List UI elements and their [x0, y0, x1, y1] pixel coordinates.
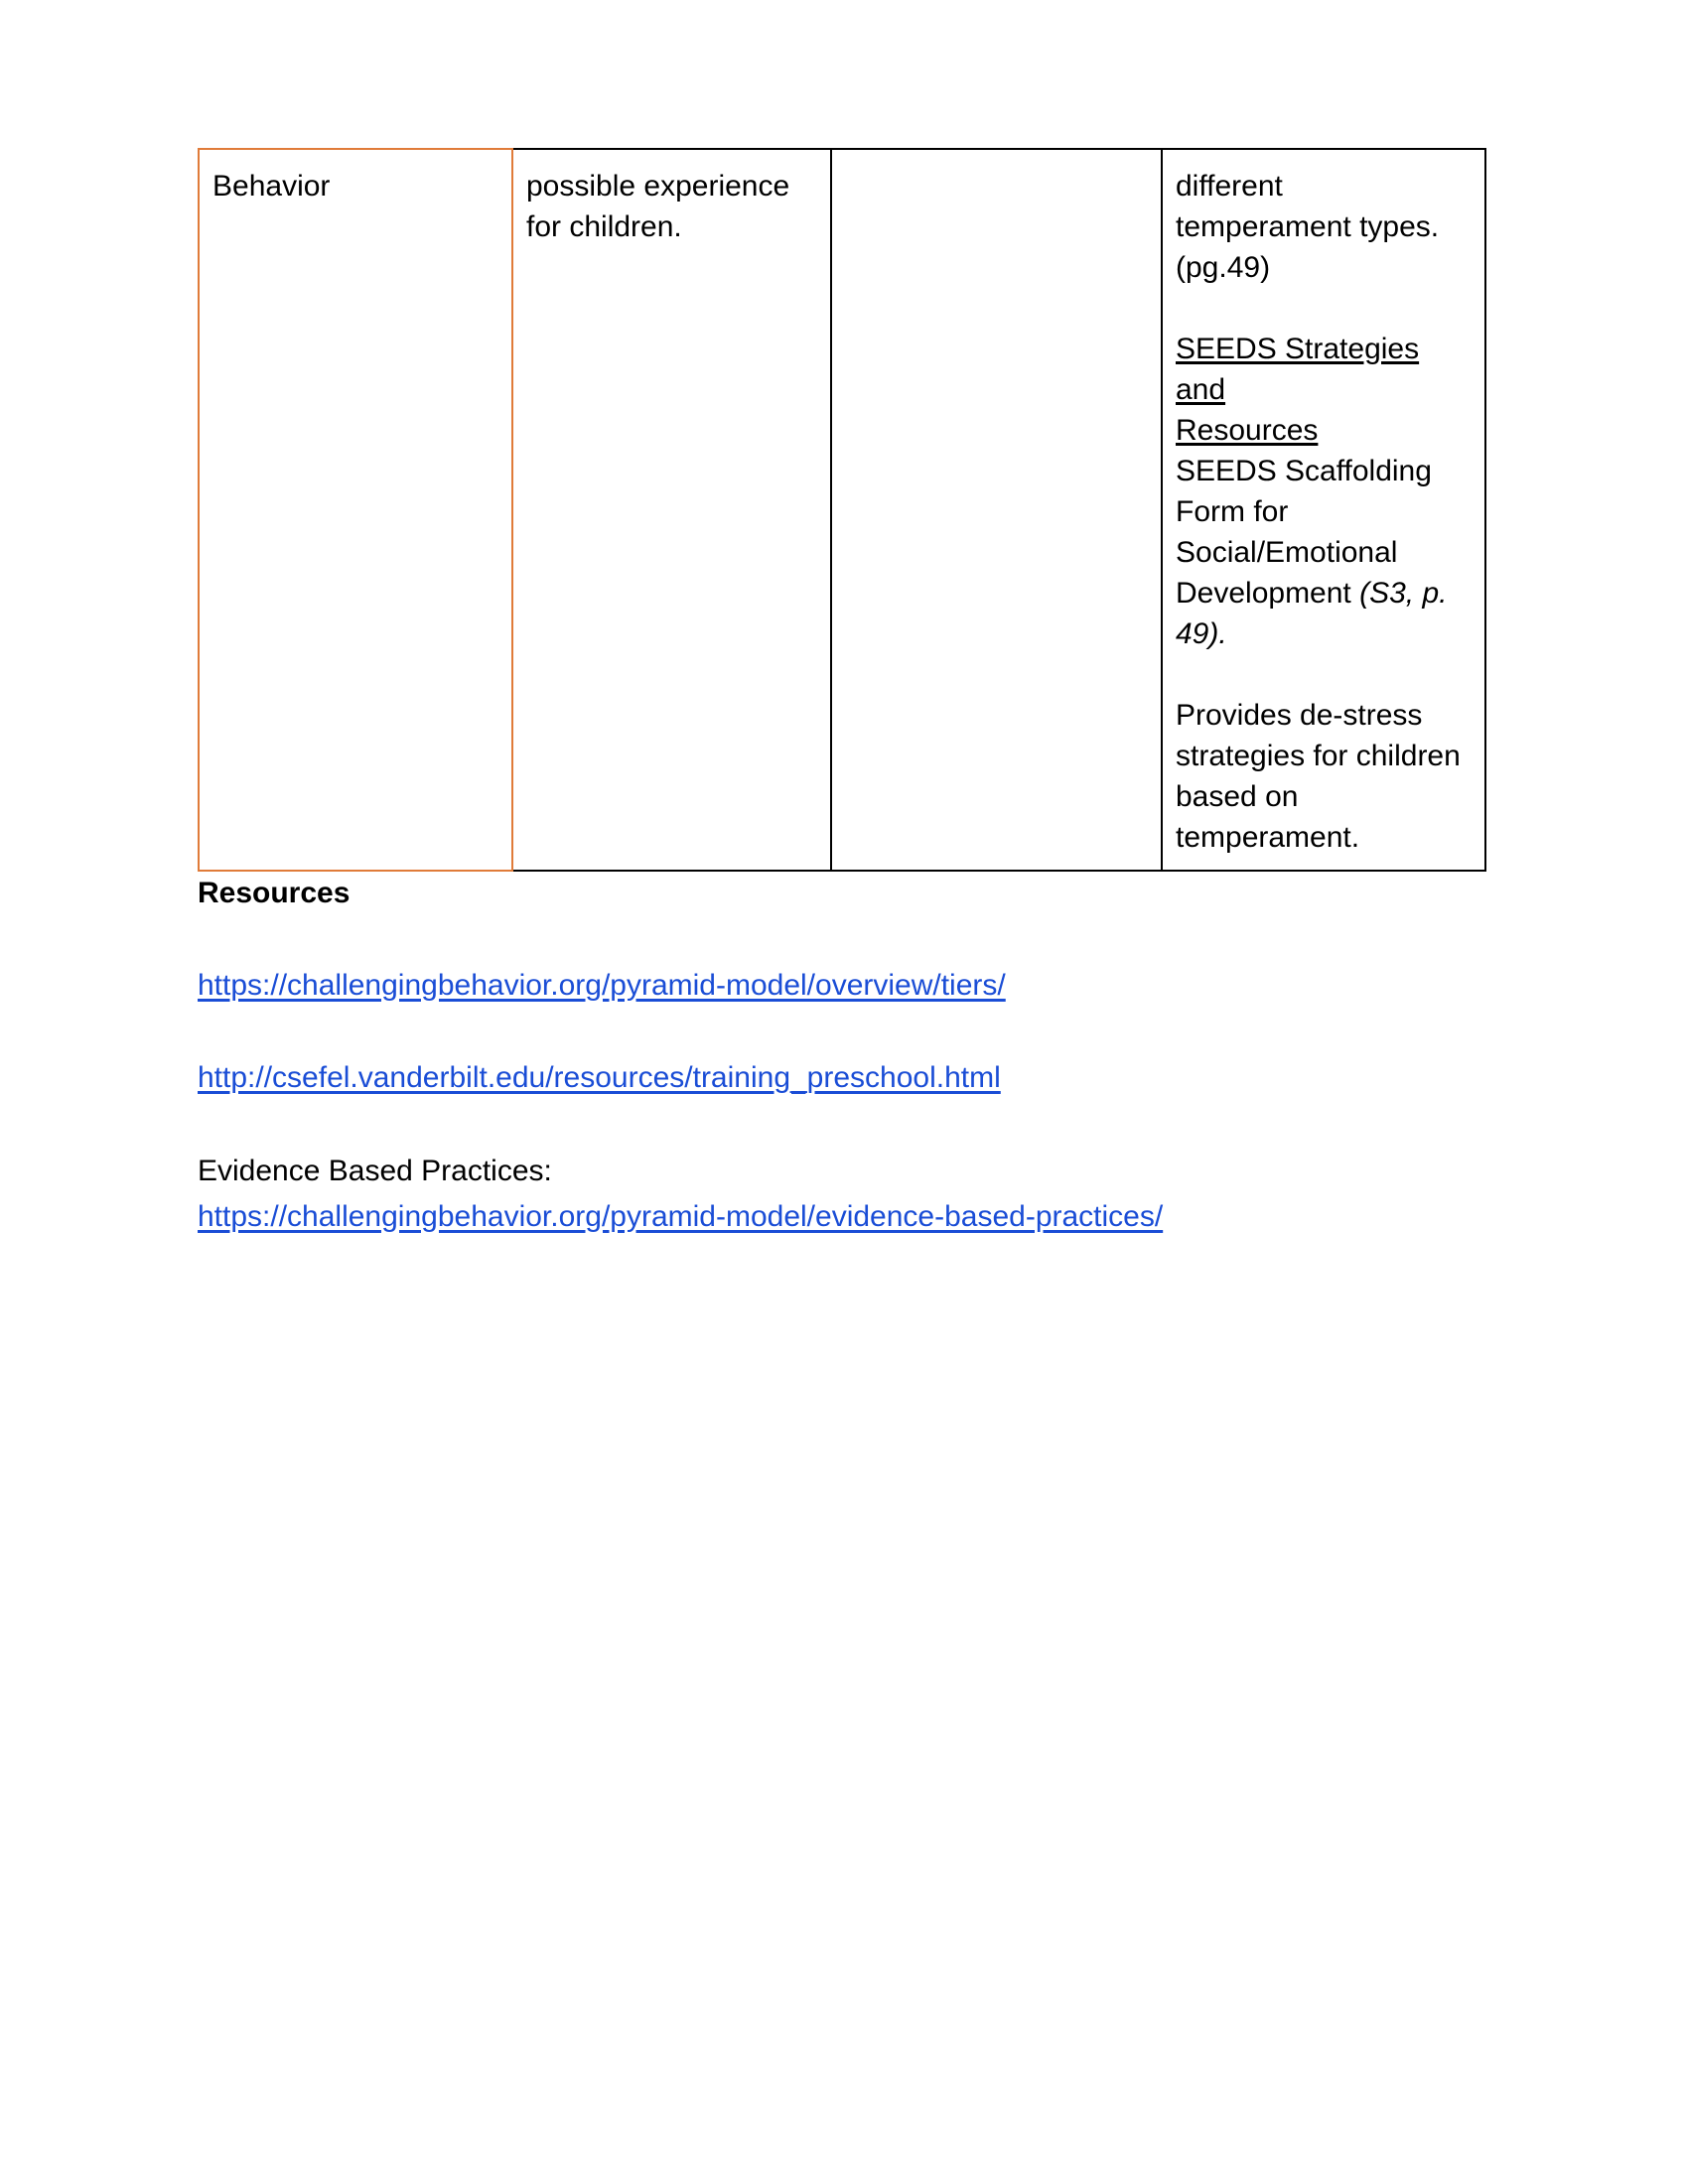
strategies-table [198, 148, 1486, 872]
cell-text: Behavior [212, 170, 331, 203]
cell-paragraph-temperament: different temperament types. (pg.49) [1176, 170, 1440, 284]
link-csefel-training[interactable]: http://csefel.vanderbilt.edu/resources/training_preschool.html [198, 1061, 1001, 1094]
evidence-based-practices-label: Evidence Based Practices: [198, 1155, 552, 1187]
link-pyramid-tiers[interactable]: https://challengingbehavior.org/pyramid-model/overview/tiers/ [198, 969, 1006, 1002]
cell-paragraph-destress: Provides de-stress strategies for children based on temperament. [1176, 699, 1461, 854]
scaffolding-citation: (S3, p. 49). [1176, 577, 1448, 650]
resources-heading: Resources [198, 877, 351, 909]
strategies-table-container [198, 148, 1484, 854]
table-cell-domain[interactable] [199, 149, 512, 871]
cell-text: possible experience for children. [526, 170, 790, 243]
scaffolding-text: SEEDS Scaffolding Form for Social/Emotional Development [1176, 455, 1432, 610]
cell-paragraph-scaffolding [1176, 451, 1473, 654]
table-cell-empty[interactable] [831, 149, 1162, 871]
table-cell-resources[interactable] [1162, 149, 1485, 871]
seeds-strategies-heading-line1: SEEDS Strategies and [1176, 333, 1420, 406]
link-evidence-based-practices[interactable]: https://challengingbehavior.org/pyramid-model/evidence-based-practices/ [198, 1200, 1164, 1233]
table-cell-description[interactable] [512, 149, 831, 871]
table-row [199, 149, 1485, 871]
seeds-strategies-heading-line2: Resources [1176, 414, 1319, 447]
